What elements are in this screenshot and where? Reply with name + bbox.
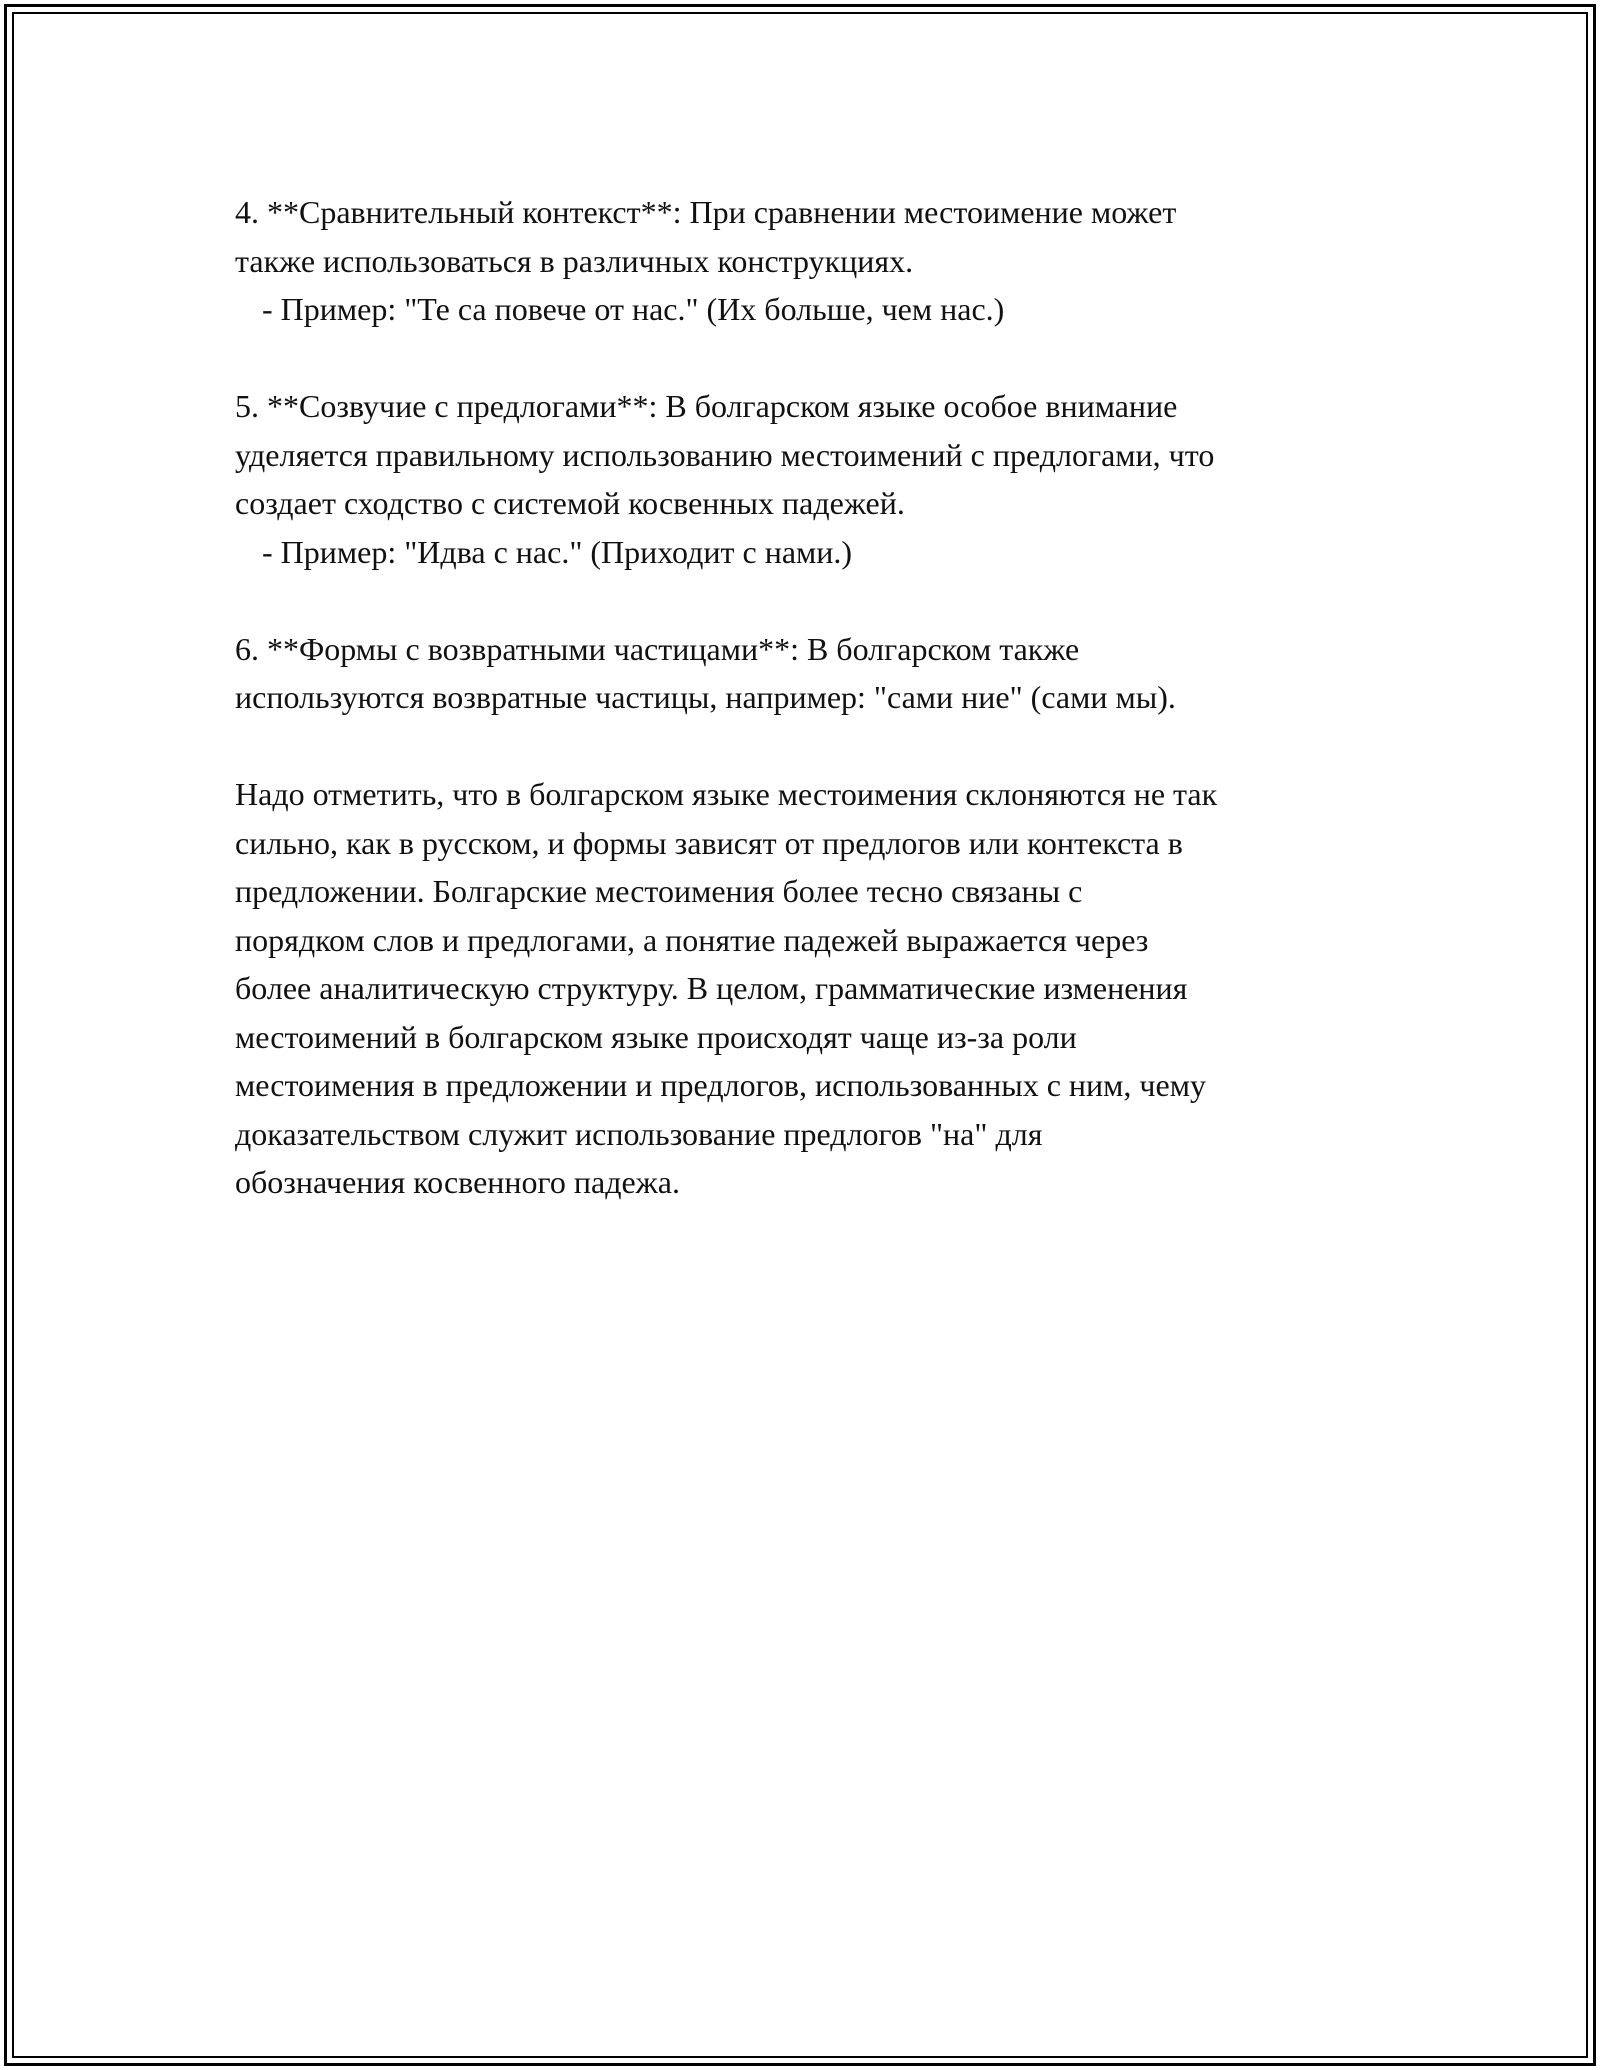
section-4-text: 4. **Сравнительный контекст**: При сравнении местоимение может также использоваться в различных конструкциях. (235, 194, 1177, 279)
paragraph-gap (235, 576, 1415, 625)
section-4-example: - Пример: "Те са повече от нас." (Их больше, чем нас.) (262, 291, 1005, 327)
conclusion-paragraph: Надо отметить, что в болгарском языке местоимения склоняются не так сильно, как в русском, и формы зависят от предлогов или контекста в предложении. Болгарские местоимения более тесно связаны с порядком слов и предлогами, а понятие падежей выражается через более аналитическую структуру. В целом, грамматические изменения местоимений в болгарском языке происходят чаще из-за роли местоимения в предложении и предлогов, использованных с ним, чему доказательством служит использование предлогов "на" для обозначения косвенного падежа. (235, 776, 1218, 1200)
section-5-example: - Пример: "Идва с нас." (Приходит с нами.) (262, 533, 853, 570)
paragraph-gap (235, 334, 1415, 383)
document-body (235, 188, 1415, 1207)
section-5-text: 5. **Созвучие с предлогами**: В болгарском языке особое внимание уделяется правильному использованию местоимений с предлогами, что создает сходство с системой косвенных падежей. (235, 388, 1215, 521)
paragraph-gap (235, 722, 1415, 771)
section-6-text: 6. **Формы с возвратными частицами**: В болгарском также используются возвратные частицы, например: "сами ние" (сами мы). (235, 630, 1176, 715)
